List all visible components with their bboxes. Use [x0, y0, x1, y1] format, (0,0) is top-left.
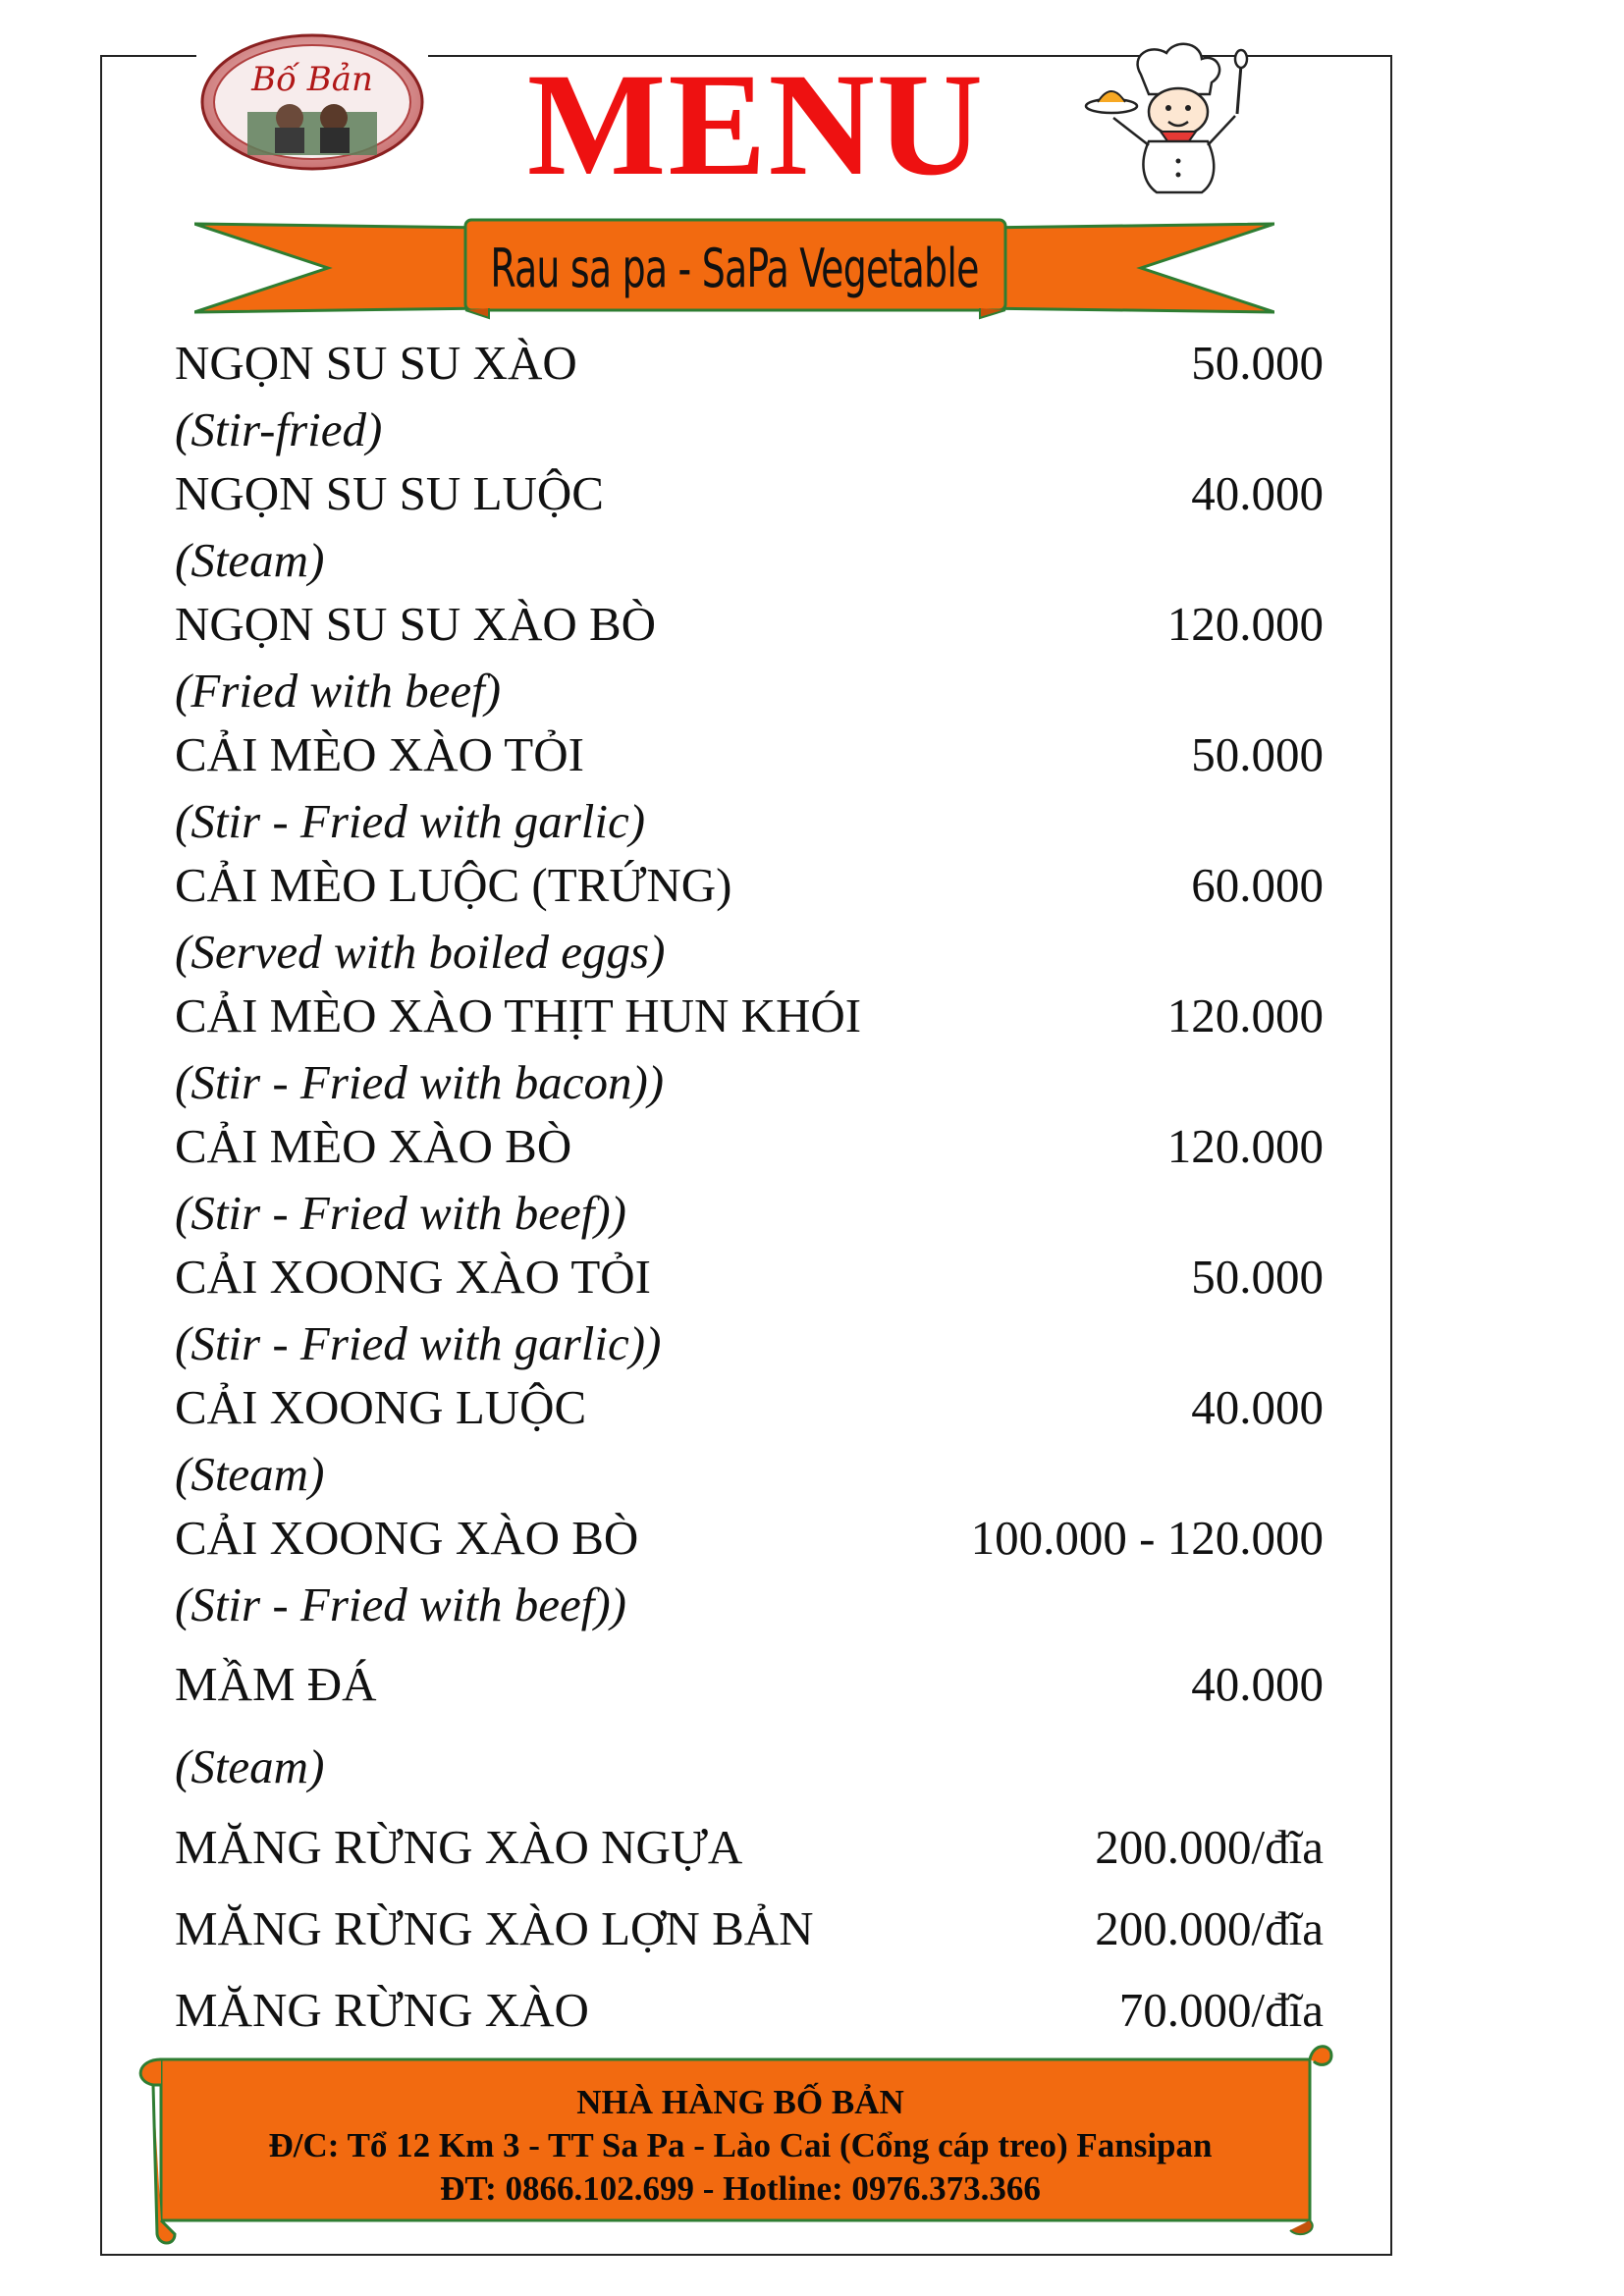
item-price: 200.000/đĩa	[1095, 1820, 1324, 1874]
footer-scroll	[132, 2038, 1339, 2248]
item-name: NGỌN SU SU LUỘC	[175, 466, 604, 520]
menu-item	[175, 1818, 1324, 1877]
menu-item	[175, 1378, 1324, 1437]
item-description: (Stir - Fried with garlic))	[175, 1316, 662, 1370]
item-name: MĂNG RỪNG XÀO LỢN BẢN	[175, 1901, 814, 1955]
item-description: (Fried with beef)	[175, 664, 502, 718]
item-name: MĂNG RỪNG XÀO NGỰA	[175, 1820, 743, 1874]
menu-item	[175, 1117, 1324, 1176]
item-description: (Stir - Fried with garlic)	[175, 794, 646, 848]
item-name: MẦM ĐÁ	[175, 1657, 377, 1711]
item-name: CẢI MÈO XÀO BÒ	[175, 1119, 572, 1173]
item-description: (Stir - Fried with beef))	[175, 1577, 626, 1631]
item-name: CẢI MÈO LUỘC (TRỨNG)	[175, 858, 732, 912]
item-price: 120.000	[1166, 988, 1324, 1042]
section-title: Rau sa pa - SaPa Vegetable	[490, 238, 979, 299]
item-description: (Steam)	[175, 1739, 325, 1793]
menu-item	[175, 987, 1324, 1045]
item-price: 40.000	[1191, 1380, 1324, 1434]
menu-item	[175, 1655, 1324, 1714]
item-name: NGỌN SU SU XÀO	[175, 336, 577, 390]
menu-item	[175, 595, 1324, 654]
item-price: 50.000	[1191, 336, 1324, 390]
restaurant-phone: ĐT: 0866.102.699 - Hotline: 0976.373.366	[440, 2169, 1041, 2208]
chef-icon	[1080, 35, 1257, 202]
menu-item	[175, 464, 1324, 523]
item-price: 50.000	[1191, 727, 1324, 781]
page-title: MENU	[526, 43, 986, 206]
item-description: (Stir-fried)	[175, 402, 383, 456]
item-price: 200.000/đĩa	[1095, 1901, 1324, 1955]
item-description: (Steam)	[175, 533, 325, 587]
item-price: 50.000	[1191, 1250, 1324, 1304]
menu-item	[175, 856, 1324, 915]
item-price: 100.000 - 120.000	[970, 1511, 1324, 1565]
menu-item	[175, 1248, 1324, 1307]
item-description: (Served with boiled eggs)	[175, 925, 666, 979]
item-price: 40.000	[1191, 1657, 1324, 1711]
item-name: CẢI XOONG LUỘC	[175, 1380, 587, 1434]
item-price: 60.000	[1191, 858, 1324, 912]
menu-item	[175, 334, 1324, 393]
item-name: NGỌN SU SU XÀO BÒ	[175, 597, 657, 651]
item-name: CẢI XOONG XÀO BÒ	[175, 1511, 639, 1565]
logo-text: Bố Bản	[251, 60, 373, 99]
restaurant-name: NHÀ HÀNG BỐ BẢN	[576, 2083, 904, 2121]
restaurant-logo	[196, 22, 428, 179]
item-name: CẢI MÈO XÀO THỊT HUN KHÓI	[175, 988, 862, 1042]
item-price: 120.000	[1166, 1119, 1324, 1173]
item-price: 70.000/đĩa	[1118, 1983, 1324, 2037]
menu-item	[175, 725, 1324, 784]
item-name: CẢI MÈO XÀO TỎI	[175, 727, 584, 781]
item-price: 120.000	[1166, 597, 1324, 651]
restaurant-address: Đ/C: Tổ 12 Km 3 - TT Sa Pa - Lào Cai (Cổng cáp treo) Fansipan	[268, 2126, 1213, 2164]
item-name: MĂNG RỪNG XÀO	[175, 1983, 589, 2037]
item-name: CẢI XOONG XÀO TỎI	[175, 1250, 651, 1304]
item-description: (Steam)	[175, 1447, 325, 1501]
item-description: (Stir - Fried with bacon))	[175, 1055, 665, 1109]
section-banner	[194, 214, 1274, 322]
item-description: (Stir - Fried with beef))	[175, 1186, 626, 1240]
menu-item	[175, 1981, 1324, 2040]
menu-item	[175, 1509, 1324, 1568]
item-price: 40.000	[1191, 466, 1324, 520]
menu-item	[175, 1899, 1324, 1958]
